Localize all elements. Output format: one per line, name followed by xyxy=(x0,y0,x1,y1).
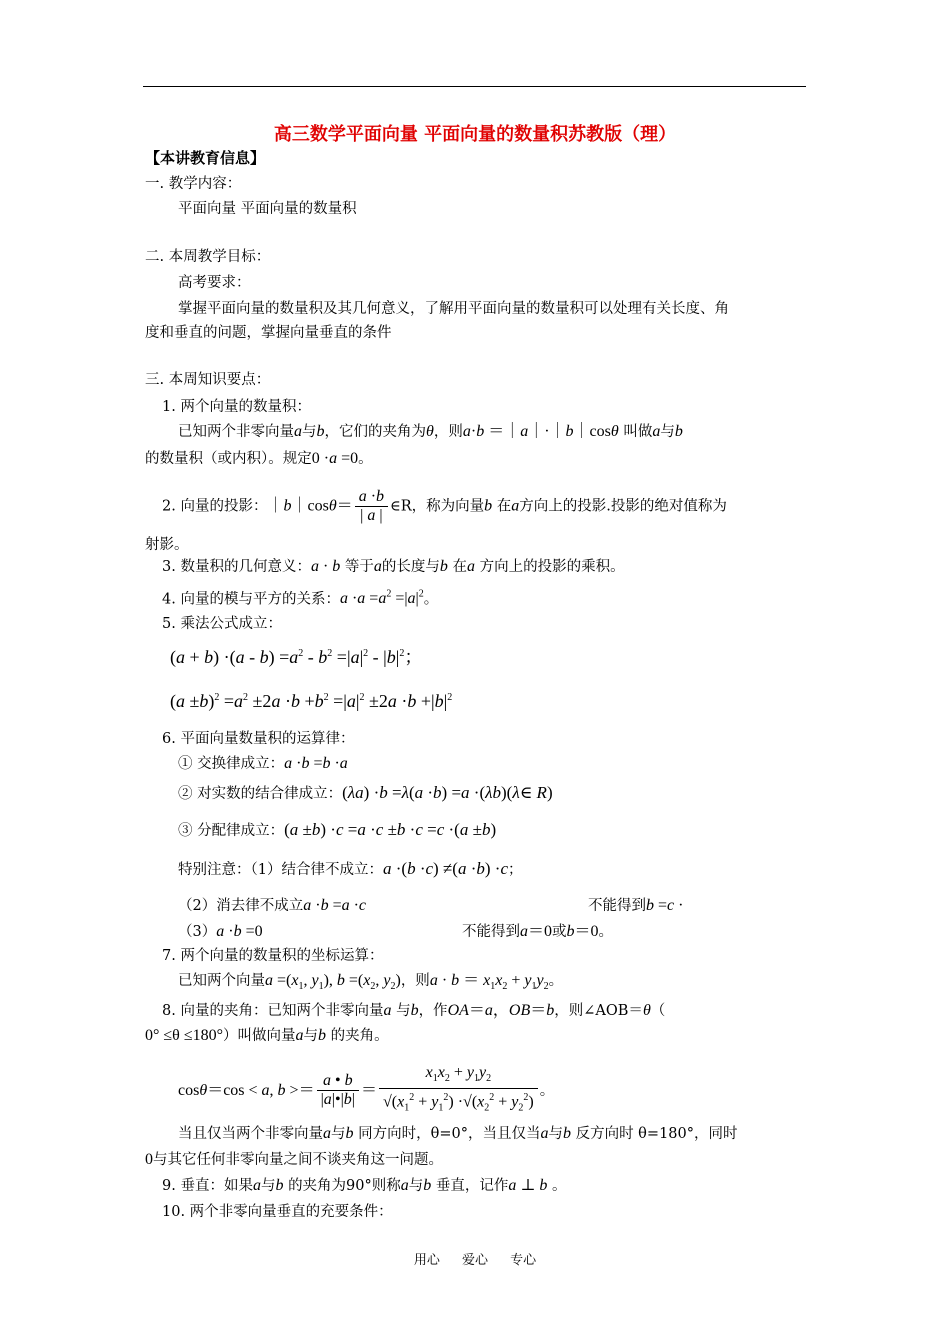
section-1-body: 平面向量 平面向量的数量积 xyxy=(178,201,357,217)
cos-fraction-coordinates: $\frac{x_1x_2 + y_1y_2}{√(x_1^2 + y_1^2) \cdot√(x_2^2 + y_2^2)}$ xyxy=(379,1064,538,1118)
k8-remark-1: 当且仅当两个非零向量a与b 同方向时，θ=0°，当且仅当a与b 反方向时 θ=180°，同时 xyxy=(178,1125,738,1142)
section-2-req: 高考要求： xyxy=(178,275,251,291)
k6-zero-product: （3）a ·b =0 xyxy=(178,923,263,940)
k7-coordinates: 已知两个向量$a =(x_1$, $y_1$), $b =(x_2$, $y_2$)，则$a \cdot b = x_1x_2 + y_1y_2$。 xyxy=(178,972,564,993)
k6-heading: 6. 平面向量数量积的运算律： xyxy=(162,731,355,747)
k6-note: 特别注意：（1）结合律不成立：a ·(b ·c) ≠(a ·b) ·c； xyxy=(178,859,523,878)
section-3-heading: 三. 本周知识要点： xyxy=(145,372,271,388)
k6-cancel-law: （2）消去律不成立a ·b =a ·c xyxy=(178,897,367,914)
k10-heading: 10. 两个非零向量垂直的充要条件： xyxy=(162,1204,393,1220)
k1-heading: 1. 两个向量的数量积： xyxy=(162,399,311,415)
k8-remark-2: 0与其它任何非零向量之间不谈夹角这一问题。 xyxy=(145,1151,443,1168)
k6-zero-product-result: 不能得到a＝0或b＝0。 xyxy=(462,923,614,940)
projection-fraction: $\frac{a \cdot b}{| a |}$ xyxy=(355,488,388,525)
k2-line-2: 射影。 xyxy=(145,537,189,553)
k4-modulus-square: 4. 向量的模与平方的关系：$a \cdot a =a^2 =|a|^2$。 xyxy=(162,589,439,608)
document-title: 高三数学平面向量 平面向量的数量积苏教版（理） xyxy=(273,124,677,145)
section-2-body-1: 掌握平面向量的数量积及其几何意义，了解用平面向量的数量积可以处理有关长度、角 xyxy=(178,301,729,317)
k1-line-2: 的数量积（或内积）。规定0 ·a =0。 xyxy=(145,450,373,467)
section-1-heading: 一. 教学内容： xyxy=(145,176,242,192)
k8-cos-formula: cosθ＝cos < a, b >＝ $\frac{a • b}{|a|•|b|}$ ＝ $\frac{x_1x_2 + y_1y_2}{√(x_1^2 + y_1^2) \cdot√(x_2^2 + y_2^2)}$ 。 xyxy=(178,1064,843,1114)
k7-heading: 7. 两个向量的数量积的坐标运算： xyxy=(162,948,384,964)
k3-geometric-meaning: 3. 数量积的几何意义：a · b 等于a的长度与b 在a 方向上的投影的乘积。 xyxy=(162,558,625,575)
k6-rule-3: ③ 分配律成立：(a ±b) ·c =a ·c ±b ·c =c ·(a ±b) xyxy=(178,820,497,839)
k1-line-1: 已知两个非零向量a与b，它们的夹角为θ，则a·b ＝｜a｜·｜b｜cosθ 叫做a与b xyxy=(178,423,683,440)
header-rule xyxy=(143,86,806,87)
k8-angle-definition: 8. 向量的夹角：已知两个非零向量a 与b，作OA＝a，OB＝b，则∠AOB＝θ（ xyxy=(162,1002,666,1019)
k6-cancel-law-result: 不能得到b =c · xyxy=(588,897,684,914)
cos-fraction-vector: $\frac{a • b}{|a|•|b|}$ xyxy=(317,1072,359,1109)
k5-formula-2: $(a \pm b)^2 =a^2 \pm 2a \cdot b +b^2 =|a|^2 \pm 2a \cdot b +|b|^2$ xyxy=(170,691,453,711)
section-2-heading: 二. 本周教学目标： xyxy=(145,249,271,265)
section-2-body-2: 度和垂直的问题，掌握向量垂直的条件 xyxy=(145,325,392,341)
page-footer: 用心 爱心 专心 xyxy=(413,1253,537,1268)
k5-heading: 5. 乘法公式成立： xyxy=(162,616,282,632)
k8-angle-range: 0° ≤θ ≤180°）叫做向量a与b 的夹角。 xyxy=(145,1027,389,1044)
k2-projection: 2. 向量的投影：｜b｜cosθ＝ $\frac{a \cdot b}{| a |}$ ∈R，称为向量b 在a方向上的投影.投影的绝对值称为 xyxy=(162,488,727,524)
info-header: 【本讲教育信息】 xyxy=(145,149,266,167)
k6-rule-1: ① 交换律成立：a ·b =b ·a xyxy=(178,755,348,772)
k9-perpendicular: 9. 垂直：如果a与b 的夹角为90°则称a与b 垂直，记作a ⊥ b 。 xyxy=(162,1177,567,1194)
k6-rule-2: ② 对实数的结合律成立：(λa) ·b =λ(a ·b) =a ·(λb)(λ∈ R) xyxy=(178,783,553,802)
k5-formula-1: $(a + b) \cdot(a - b) =a^2 - b^2 =|a|^2 - |b|^2$； xyxy=(170,647,423,667)
